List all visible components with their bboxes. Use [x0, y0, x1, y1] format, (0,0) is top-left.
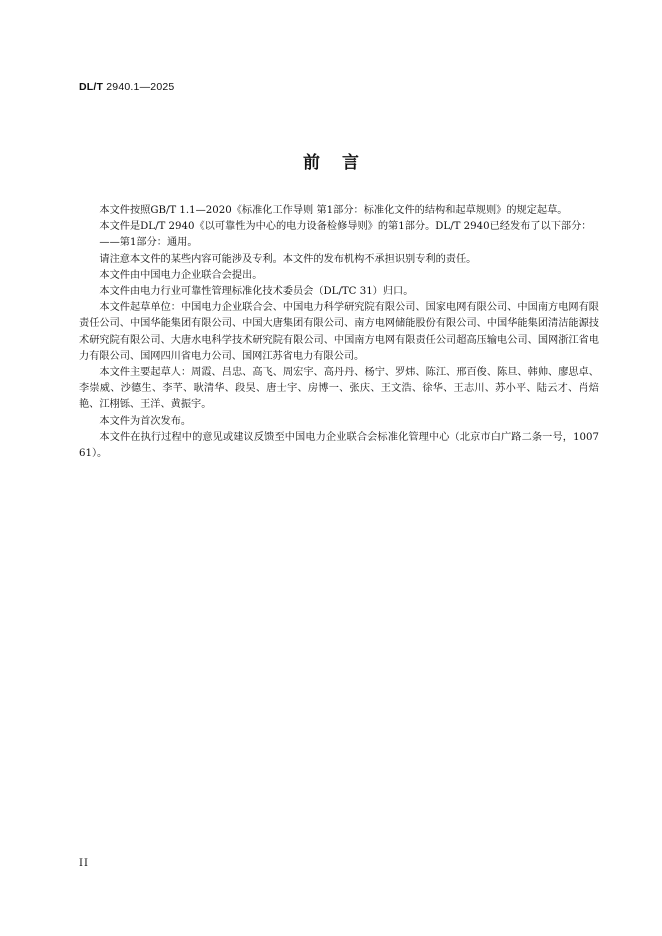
paragraph-drafting-basis: 本文件按照GB/T 1.1—2020《标准化工作导则 第1部分：标准化文件的结构和起草规则》的规定起草。: [99, 205, 568, 216]
page-number: II: [79, 858, 89, 869]
standard-code: [79, 81, 174, 93]
paragraph-committee: 本文件由电力行业可靠性管理标准化技术委员会（DL/TC 31）归口。: [99, 286, 414, 298]
standard-prefix: DL/T: [79, 81, 104, 93]
paragraph-feedback: 本文件在执行过程中的意见或建议反馈至中国电力企业联合会标准化管理中心（北京市白广路二条一号，100761）。: [79, 431, 599, 460]
paragraph-first-release: 本文件为首次发布。: [99, 415, 192, 427]
paragraph-proposer: 本文件由中国电力企业联合会提出。: [99, 269, 263, 281]
foreword-body: [79, 203, 599, 462]
page-title: 前言: [303, 153, 381, 173]
paragraph-patent-notice: 请注意本文件的某些内容可能涉及专利。本文件的发布机构不承担识别专利的责任。: [99, 253, 477, 265]
paragraph-part-list: ——第1部分：通用。: [99, 237, 198, 249]
standard-number: 2940.1—2025: [106, 81, 175, 93]
paragraph-series-info: 本文件是DL/T 2940《以可靠性为中心的电力设备检修导则》的第1部分。DL/T 2940已经发布了以下部分：: [99, 221, 592, 233]
paragraph-drafting-units: 本文件起草单位：中国电力企业联合会、中国电力科学研究院有限公司、国家电网有限公司、中国南方电网有限责任公司、中国华能集团有限公司、中国大唐集团有限公司、南方电网储能股份有限公司、中国华能集团清洁能源技术研究院有限公司、大唐水电科学技术研究院有限公司、中国南方电网有限责任公司超高压输电公司、国网浙江省电力有限公司、国网四川省电力公司、国网江苏省电力有限公司。: [79, 302, 599, 362]
paragraph-drafters: 本文件主要起草人：周霞、吕忠、高飞、周宏宇、高丹丹、杨宁、罗炜、陈江、邢百俊、陈旦、韩帅、廖思卓、李崇威、沙德生、李芊、耿清华、段昊、唐士宇、房博一、张庆、王文浩、徐华、王志川、苏小平、陆云才、肖焙艳、江栩铄、王洋、黄振宇。: [79, 367, 599, 411]
